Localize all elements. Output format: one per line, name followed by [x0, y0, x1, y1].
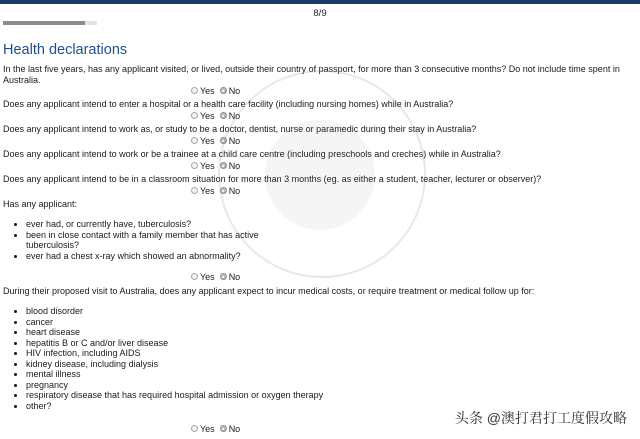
radio-yes[interactable]	[191, 137, 198, 144]
list-item: • pregnancy	[26, 380, 526, 391]
radio-no-label: No	[228, 185, 241, 196]
progress-bar	[3, 21, 97, 25]
radio-group	[191, 423, 245, 434]
radio-no[interactable]	[220, 137, 227, 144]
list-item: • hepatitis B or C and/or liver disease	[26, 338, 526, 349]
radio-no[interactable]	[220, 273, 227, 280]
medical-condition-list	[3, 306, 526, 411]
question-text: During their proposed visit to Australia, does any applicant expect to incur medical costs, or require treatment or medical follow up for:	[3, 286, 535, 296]
list-item: • HIV infection, including AIDS	[26, 348, 526, 359]
radio-group	[191, 135, 245, 146]
list-item: • blood disorder	[26, 306, 526, 317]
radio-yes-label: Yes	[200, 85, 215, 96]
radio-yes[interactable]	[191, 112, 198, 119]
question-text: Does any applicant intend to be in a classroom situation for more than 3 months (eg. as either a student, teacher, lecturer or observer)?	[3, 174, 542, 184]
radio-no[interactable]	[220, 162, 227, 169]
list-item: • kidney disease, including dialysis	[26, 359, 526, 370]
page-indicator: 8/9	[313, 8, 327, 19]
list-item: • respiratory disease that has required hospital admission or oxygen therapy	[26, 390, 526, 401]
radio-no-label: No	[228, 135, 241, 146]
radio-yes-label: Yes	[200, 271, 215, 282]
radio-no[interactable]	[220, 112, 227, 119]
radio-yes-label: Yes	[200, 185, 215, 196]
radio-no-label: No	[228, 271, 241, 282]
radio-group	[191, 160, 245, 171]
question-text: In the last five years, has any applicant visited, or lived, outside their country of passport, for more than 3 consecutive months? Do not include time spent in Australia.	[3, 64, 620, 85]
radio-group	[191, 271, 245, 282]
list-item: • ever had, or currently have, tuberculosis?	[26, 219, 276, 230]
list-item: • other?	[26, 401, 526, 412]
radio-no-label: No	[228, 110, 241, 121]
radio-yes[interactable]	[191, 87, 198, 94]
radio-no-label: No	[228, 85, 241, 96]
radio-no-label: No	[228, 160, 241, 171]
radio-yes-label: Yes	[200, 135, 215, 146]
radio-yes-label: Yes	[200, 160, 215, 171]
radio-group	[191, 185, 245, 196]
list-item: • heart disease	[26, 327, 526, 338]
source-credit: 头条 @澳打君打工度假攻略	[452, 408, 630, 428]
radio-no[interactable]	[220, 87, 227, 94]
list-item: • mental illness	[26, 369, 526, 380]
radio-yes[interactable]	[191, 187, 198, 194]
radio-no[interactable]	[220, 425, 227, 432]
radio-yes[interactable]	[191, 273, 198, 280]
radio-yes-label: Yes	[200, 423, 215, 434]
radio-no-label: No	[228, 423, 241, 434]
list-item: • ever had a chest x-ray which showed an abnormality?	[26, 251, 276, 262]
section-title: Health declarations	[3, 42, 128, 58]
radio-yes[interactable]	[191, 162, 198, 169]
tb-condition-list	[3, 219, 276, 261]
radio-group	[191, 110, 245, 121]
question-text: Has any applicant:	[3, 199, 78, 209]
radio-group	[191, 85, 245, 96]
top-brand-bar	[0, 0, 640, 4]
list-item: • cancer	[26, 317, 526, 328]
question-text: Does any applicant intend to work or be a trainee at a child care centre (including preschools and creches) while in Australia?	[3, 149, 501, 159]
progress-bar-fill	[3, 21, 85, 25]
question-text: Does any applicant intend to enter a hospital or a health care facility (including nursing homes) while in Australia?	[3, 99, 454, 109]
question-text: Does any applicant intend to work as, or study to be a doctor, dentist, nurse or paramedic during their stay in Australia?	[3, 124, 477, 134]
radio-no[interactable]	[220, 187, 227, 194]
radio-yes-label: Yes	[200, 110, 215, 121]
radio-yes[interactable]	[191, 425, 198, 432]
list-item: • been in close contact with a family member that has active tuberculosis?	[26, 230, 276, 251]
